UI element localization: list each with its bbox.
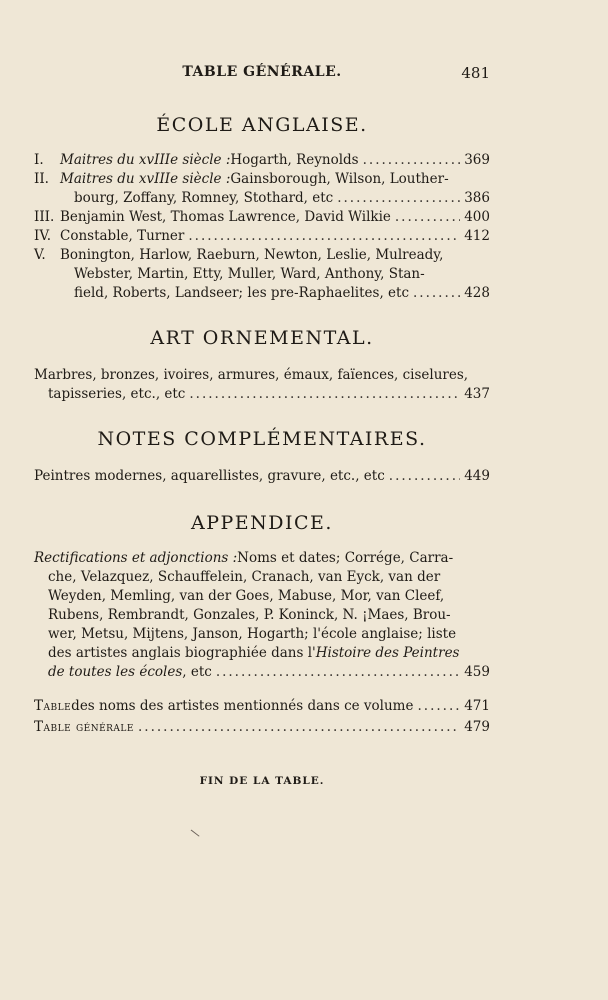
entry-text: wer, Metsu, Mijtens, Janson, Hogarth; l'école anglaise; liste <box>48 626 457 642</box>
entry-text: des noms des artistes mentionnés dans ce volume <box>71 698 414 714</box>
running-title: TABLE GÉNÉRALE. <box>182 64 342 80</box>
toc-entry-table-generale <box>34 718 490 737</box>
page-ref: 428 <box>464 285 490 301</box>
leader-dots <box>189 385 460 404</box>
running-head <box>34 64 490 86</box>
entry-text: Noms et dates; Corrége, Carra- <box>237 550 454 566</box>
toc-entry-notes <box>34 467 490 486</box>
page-ref: 412 <box>464 228 490 244</box>
entry-text: Peintres modernes, aquarellistes, gravure, etc., etc <box>34 468 385 484</box>
entry-text: Benjamin West, Thomas Lawrence, David Wilkie <box>60 209 391 225</box>
entry-number: IV. <box>34 228 52 244</box>
entry-text: Rubens, Rembrandt, Gonzales, P. Koninck, N. ¡Maes, Brou- <box>48 607 451 623</box>
toc-entry-ii <box>34 170 490 208</box>
entry-text: tapisseries, etc., etc <box>48 386 186 402</box>
entry-text: des artistes anglais biographiée dans l' <box>48 645 316 661</box>
leader-dots <box>389 467 460 486</box>
toc-entry-art-ornemental <box>34 366 490 404</box>
heading-art-ornemental: ART ORNEMENTAL. <box>150 327 374 349</box>
leader-dots <box>363 151 461 170</box>
entry-italic: Maitres du xvIIIe siècle : <box>60 152 231 168</box>
heading-notes: NOTES COMPLÉMENTAIRES. <box>97 428 427 450</box>
toc-entry-appendice <box>34 549 490 682</box>
entry-text: Constable, Turner <box>60 228 185 244</box>
stray-pencil-mark-icon: \ <box>189 826 201 840</box>
entry-text: Marbres, bronzes, ivoires, armures, émaux, faïences, ciselures, <box>34 367 469 383</box>
page-ref: 459 <box>464 664 490 680</box>
page-ref: 449 <box>464 468 490 484</box>
page-ref: 386 <box>464 190 490 206</box>
leader-dots <box>188 227 460 246</box>
toc-entry-iv <box>34 227 490 246</box>
leader-dots <box>337 189 460 208</box>
entry-text: Weyden, Memling, van der Goes, Mabuse, Mor, van Cleef, <box>48 588 445 604</box>
toc-entry-i <box>34 151 490 170</box>
page-ref: 479 <box>464 719 490 735</box>
entry-italic: Rectifications et adjonctions : <box>34 550 238 566</box>
entry-number: I. <box>34 152 44 168</box>
entry-italic: Histoire des Peintres <box>315 645 460 661</box>
entry-italic: Maitres du xvIIIe siècle : <box>60 171 231 187</box>
entry-number: V. <box>34 247 46 263</box>
fin-de-la-table: FIN DE LA TABLE. <box>199 775 325 787</box>
leader-dots <box>138 718 460 737</box>
leader-dots <box>395 208 460 227</box>
entry-text: bourg, Zoffany, Romney, Stothard, etc <box>74 190 334 206</box>
heading-appendice: APPENDICE. <box>191 512 333 534</box>
entry-number: II. <box>34 171 49 187</box>
toc-entry-v <box>34 246 490 303</box>
entry-smallcaps: Table générale <box>34 719 134 735</box>
toc-entry-table-noms <box>34 697 490 716</box>
entry-italic: de toutes les écoles <box>48 664 183 680</box>
entry-text: , etc <box>182 664 212 680</box>
entry-text: che, Velazquez, Schauffelein, Cranach, van Eyck, van der <box>48 569 441 585</box>
entry-text: Hogarth, Reynolds <box>230 152 359 168</box>
entry-text: Webster, Martin, Etty, Muller, Ward, Anthony, Stan- <box>74 266 425 282</box>
heading-ecole-anglaise: ÉCOLE ANGLAISE. <box>156 114 368 136</box>
leader-dots <box>417 697 460 716</box>
entry-text: Gainsborough, Wilson, Louther- <box>230 171 449 187</box>
leader-dots <box>216 663 460 682</box>
entry-smallcaps: Table <box>34 698 72 714</box>
page-ref: 437 <box>464 386 490 402</box>
toc-entry-iii <box>34 208 490 227</box>
entry-text: Bonington, Harlow, Raeburn, Newton, Leslie, Mulready, <box>60 247 444 263</box>
page-ref: 369 <box>464 152 490 168</box>
page-ref: 400 <box>464 209 490 225</box>
page-ref: 471 <box>464 698 490 714</box>
entry-number: III. <box>34 209 55 225</box>
entry-text: field, Roberts, Landseer; les pre-Raphaelites, etc <box>74 285 410 301</box>
page-number: 481 <box>461 64 490 82</box>
leader-dots <box>413 284 460 303</box>
